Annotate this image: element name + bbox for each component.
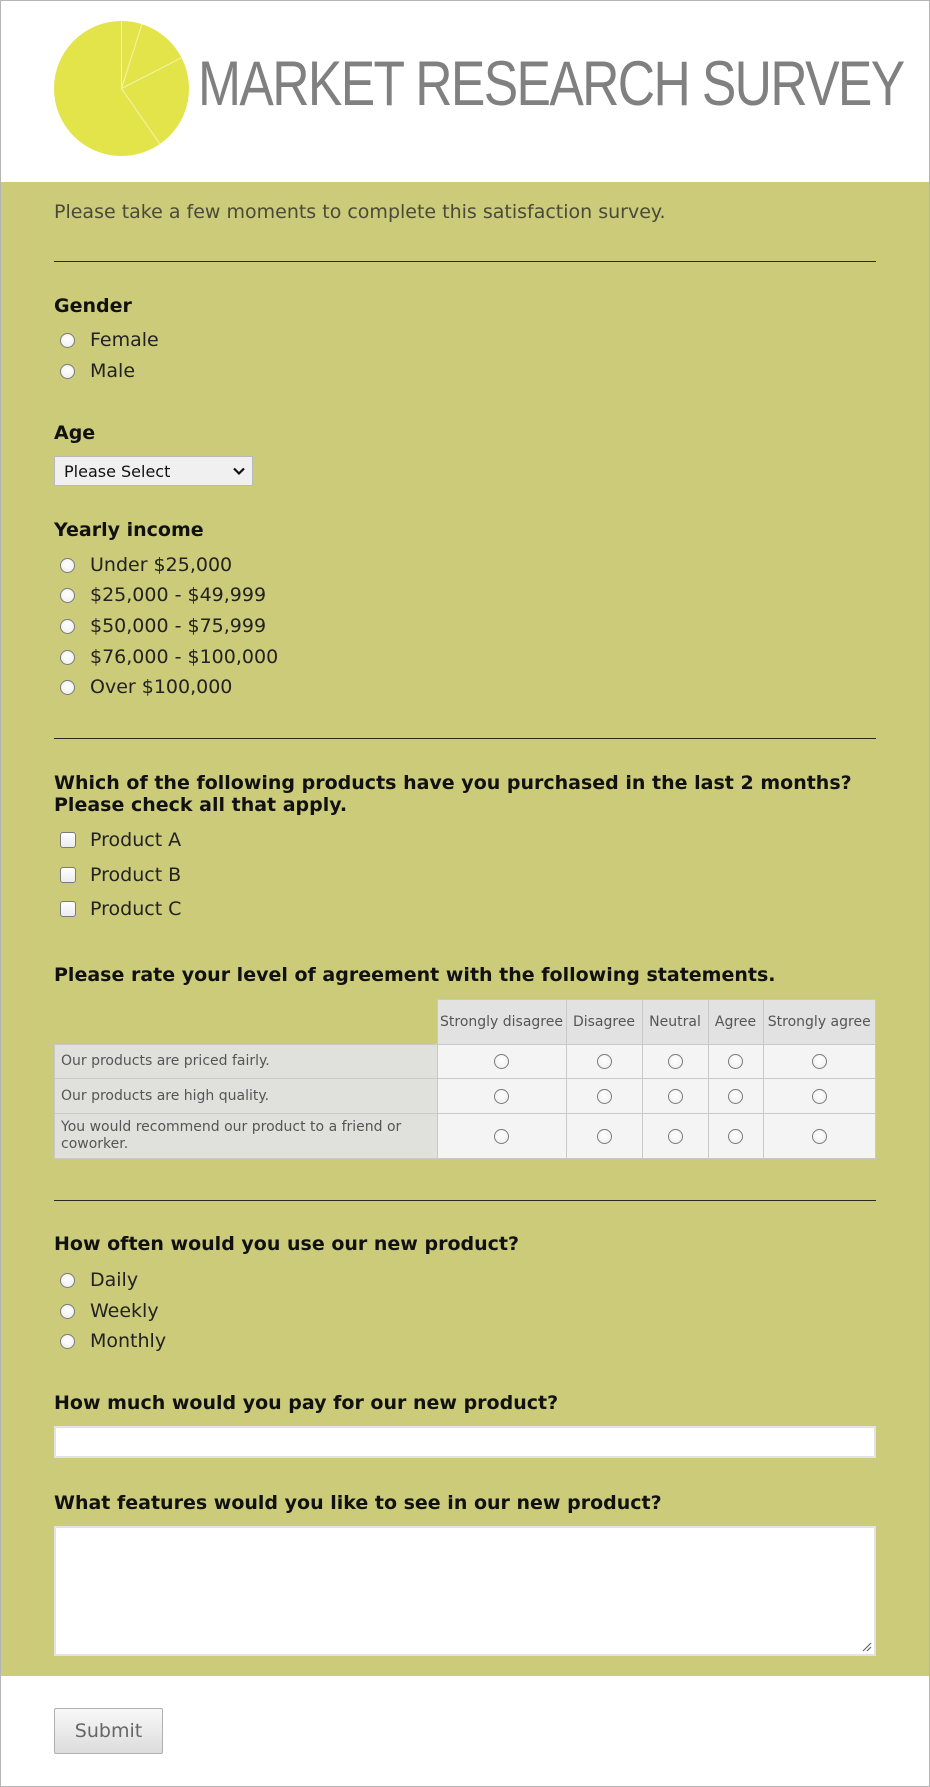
submit-button[interactable]: Submit bbox=[54, 1708, 163, 1754]
price-label: How much would you pay for our new product? bbox=[54, 1392, 559, 1414]
pie-chart-logo-icon bbox=[54, 21, 189, 156]
matrix-cell[interactable] bbox=[566, 1045, 642, 1079]
option-label: Monthly bbox=[90, 1330, 167, 1352]
income-option-50000-75999[interactable] bbox=[60, 614, 266, 638]
option-label: Male bbox=[90, 360, 136, 382]
matrix-cell[interactable] bbox=[763, 1045, 876, 1079]
radio-button[interactable] bbox=[597, 1089, 612, 1104]
matrix-row-label: Our products are high quality. bbox=[55, 1079, 438, 1114]
matrix-column-header: Strongly agree bbox=[763, 1000, 876, 1045]
option-label: Weekly bbox=[90, 1300, 159, 1322]
radio-button[interactable] bbox=[60, 364, 75, 379]
matrix-cell[interactable] bbox=[437, 1045, 566, 1079]
option-label: $50,000 - $75,999 bbox=[90, 615, 267, 637]
product-option-b[interactable] bbox=[60, 863, 181, 887]
section-divider bbox=[54, 261, 876, 262]
option-label: Under $25,000 bbox=[90, 554, 233, 576]
features-textarea[interactable] bbox=[54, 1526, 876, 1656]
radio-button[interactable] bbox=[668, 1054, 683, 1069]
option-label: Product B bbox=[90, 864, 182, 886]
matrix-cell[interactable] bbox=[763, 1114, 876, 1159]
radio-button[interactable] bbox=[60, 1273, 75, 1288]
survey-header bbox=[1, 1, 929, 182]
intro-text: Please take a few moments to complete this satisfaction survey. bbox=[54, 201, 666, 223]
gender-option-female[interactable] bbox=[60, 328, 159, 352]
radio-button[interactable] bbox=[812, 1089, 827, 1104]
product-option-c[interactable] bbox=[60, 897, 181, 921]
income-option-over-100000[interactable] bbox=[60, 675, 232, 699]
matrix-column-header: Neutral bbox=[642, 1000, 708, 1045]
age-select-value: Please Select bbox=[64, 461, 171, 481]
checkbox[interactable] bbox=[60, 901, 76, 917]
matrix-cell[interactable] bbox=[708, 1114, 763, 1159]
income-option-76000-100000[interactable] bbox=[60, 645, 278, 669]
option-label: Product A bbox=[90, 829, 182, 851]
option-label: Female bbox=[90, 329, 159, 351]
product-option-a[interactable] bbox=[60, 828, 181, 852]
matrix-cell[interactable] bbox=[566, 1079, 642, 1114]
matrix-row bbox=[55, 1079, 876, 1114]
matrix-cell[interactable] bbox=[437, 1079, 566, 1114]
radio-button[interactable] bbox=[728, 1089, 743, 1104]
usage-option-weekly[interactable] bbox=[60, 1299, 159, 1323]
radio-button[interactable] bbox=[668, 1129, 683, 1144]
radio-button[interactable] bbox=[668, 1089, 683, 1104]
option-label: Daily bbox=[90, 1269, 139, 1291]
matrix-cell[interactable] bbox=[642, 1045, 708, 1079]
matrix-row-label: Our products are priced fairly. bbox=[55, 1045, 438, 1079]
radio-button[interactable] bbox=[60, 650, 75, 665]
income-label: Yearly income bbox=[54, 519, 204, 541]
gender-option-male[interactable] bbox=[60, 359, 135, 383]
chevron-down-icon bbox=[232, 464, 246, 478]
products-label bbox=[54, 772, 852, 816]
option-label: $76,000 - $100,000 bbox=[90, 646, 279, 668]
matrix-column-header: Agree bbox=[708, 1000, 763, 1045]
matrix-corner bbox=[55, 1000, 438, 1045]
income-option-25000-49999[interactable] bbox=[60, 583, 266, 607]
radio-button[interactable] bbox=[60, 1334, 75, 1349]
radio-button[interactable] bbox=[60, 333, 75, 348]
checkbox[interactable] bbox=[60, 867, 76, 883]
radio-button[interactable] bbox=[60, 1304, 75, 1319]
radio-button[interactable] bbox=[728, 1129, 743, 1144]
matrix-cell[interactable] bbox=[763, 1079, 876, 1114]
matrix-cell[interactable] bbox=[437, 1114, 566, 1159]
agreement-matrix bbox=[54, 999, 876, 1159]
matrix-cell[interactable] bbox=[642, 1079, 708, 1114]
radio-button[interactable] bbox=[597, 1054, 612, 1069]
usage-option-daily[interactable] bbox=[60, 1268, 138, 1292]
products-label-line2: Please check all that apply. bbox=[54, 794, 348, 816]
option-label: $25,000 - $49,999 bbox=[90, 584, 267, 606]
usage-label: How often would you use our new product? bbox=[54, 1233, 519, 1255]
section-divider bbox=[54, 1200, 876, 1201]
radio-button[interactable] bbox=[494, 1089, 509, 1104]
income-option-under-25000[interactable] bbox=[60, 553, 232, 577]
matrix-column-header: Disagree bbox=[566, 1000, 642, 1045]
gender-label: Gender bbox=[54, 295, 132, 317]
matrix-cell[interactable] bbox=[566, 1114, 642, 1159]
agreement-label: Please rate your level of agreement with the following statements. bbox=[54, 964, 776, 986]
radio-button[interactable] bbox=[60, 680, 75, 695]
radio-button[interactable] bbox=[60, 588, 75, 603]
usage-option-monthly[interactable] bbox=[60, 1329, 166, 1353]
matrix-cell[interactable] bbox=[708, 1045, 763, 1079]
matrix-cell[interactable] bbox=[642, 1114, 708, 1159]
products-label-line1: Which of the following products have you purchased in the last 2 months? bbox=[54, 772, 852, 794]
option-label: Over $100,000 bbox=[90, 676, 233, 698]
age-label: Age bbox=[54, 422, 96, 444]
radio-button[interactable] bbox=[60, 619, 75, 634]
section-divider bbox=[54, 738, 876, 739]
matrix-cell[interactable] bbox=[708, 1079, 763, 1114]
radio-button[interactable] bbox=[494, 1129, 509, 1144]
radio-button[interactable] bbox=[812, 1129, 827, 1144]
price-input[interactable] bbox=[54, 1426, 876, 1458]
logo-title: MARKET RESEARCH SURVEY bbox=[198, 49, 904, 119]
radio-button[interactable] bbox=[494, 1054, 509, 1069]
radio-button[interactable] bbox=[60, 558, 75, 573]
checkbox[interactable] bbox=[60, 832, 76, 848]
radio-button[interactable] bbox=[812, 1054, 827, 1069]
radio-button[interactable] bbox=[597, 1129, 612, 1144]
matrix-row bbox=[55, 1114, 876, 1159]
matrix-row bbox=[55, 1045, 876, 1079]
features-label: What features would you like to see in our new product? bbox=[54, 1492, 662, 1514]
matrix-header-row bbox=[55, 1000, 876, 1045]
option-label: Product C bbox=[90, 898, 182, 920]
age-select[interactable] bbox=[54, 456, 253, 486]
matrix-column-header: Strongly disagree bbox=[437, 1000, 566, 1045]
radio-button[interactable] bbox=[728, 1054, 743, 1069]
matrix-row-label: You would recommend our product to a friend or coworker. bbox=[55, 1114, 438, 1159]
resize-handle-icon[interactable] bbox=[862, 1642, 872, 1652]
